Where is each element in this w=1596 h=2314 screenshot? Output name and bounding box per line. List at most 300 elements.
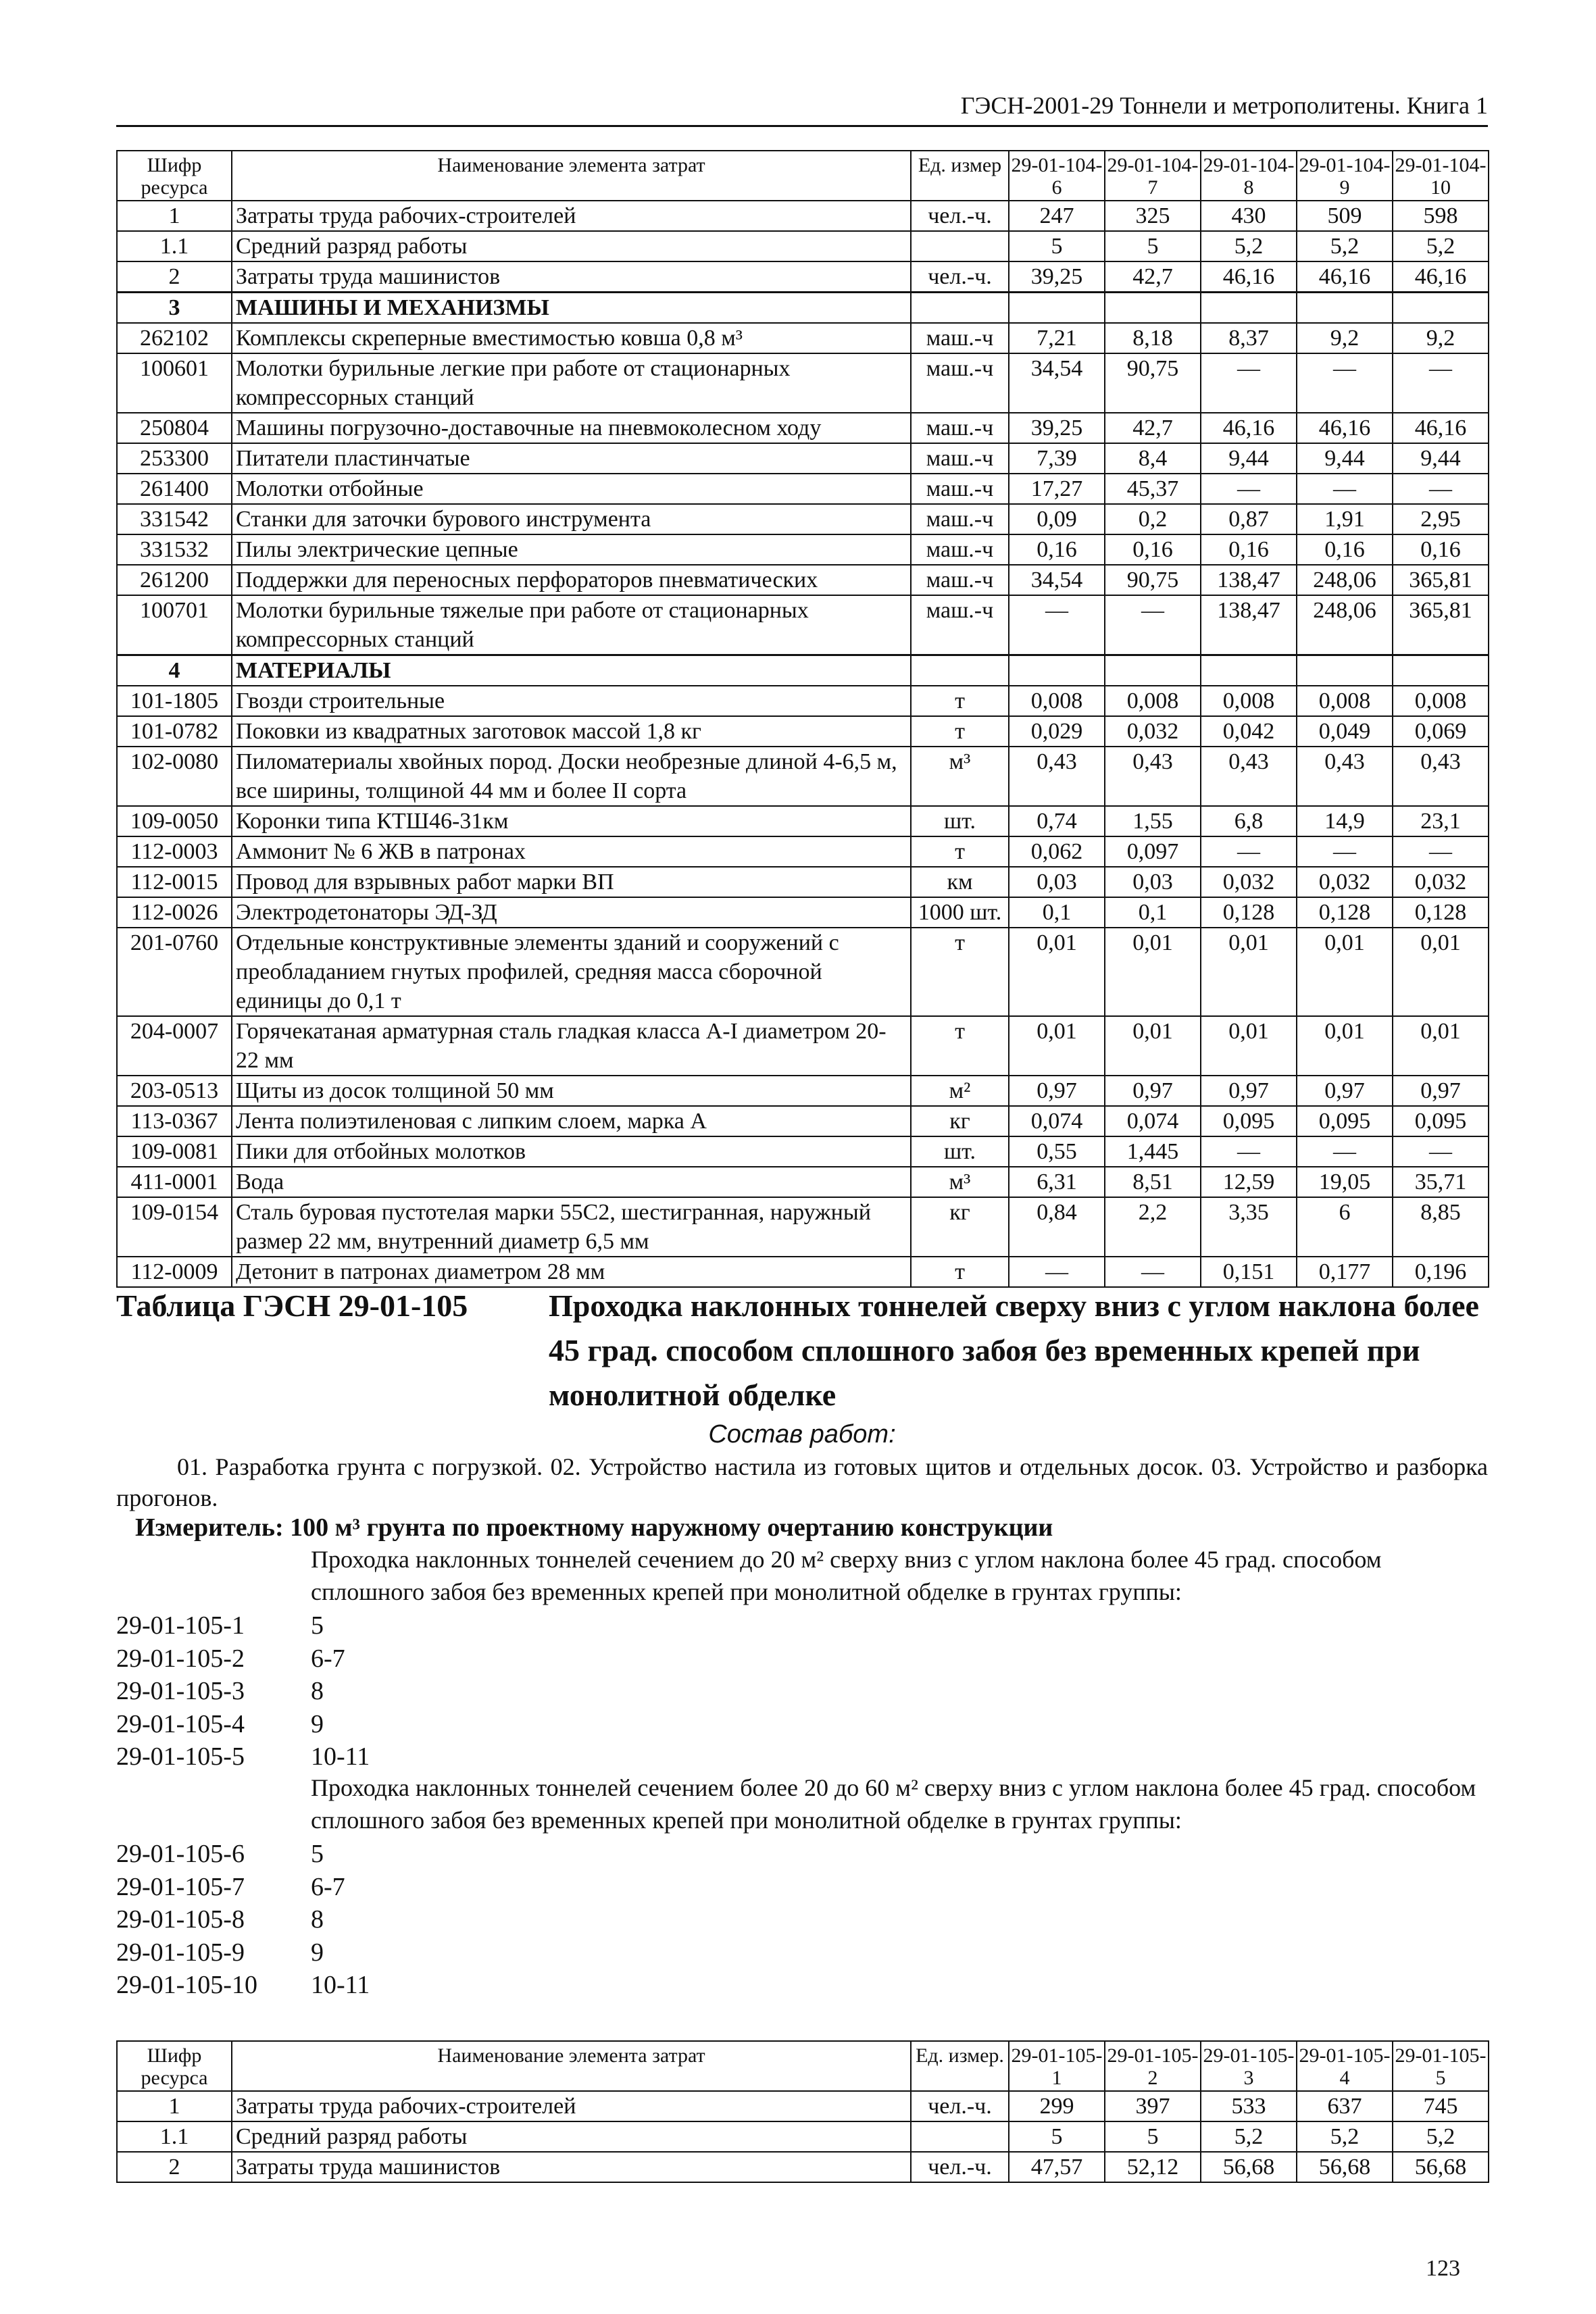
resource-code: 2	[117, 261, 232, 293]
header-unit: Ед. измер.	[911, 2041, 1009, 2091]
resource-code: 112-0015	[117, 867, 232, 897]
table-row	[117, 443, 1489, 474]
resource-value: 0,095	[1297, 1106, 1393, 1136]
resource-table-104	[116, 150, 1489, 1288]
resource-unit: т	[911, 716, 1009, 747]
resource-value: —	[1393, 1136, 1489, 1167]
resource-unit: т	[911, 1016, 1009, 1076]
resource-unit: кг	[911, 1106, 1009, 1136]
resource-value: 0,008	[1201, 686, 1297, 716]
resource-value: 0,03	[1009, 867, 1105, 897]
table-row	[117, 2091, 1489, 2121]
norm-description-1: Проходка наклонных тоннелей сечением до 20 м² сверху вниз с углом наклона более 45 град. способом сплошного забоя без временных крепей при монолитной обделке в грунтах группы:	[311, 1546, 1382, 1605]
table-row	[117, 1197, 1489, 1257]
resource-value: 0,97	[1297, 1076, 1393, 1106]
resource-value: 397	[1105, 2091, 1201, 2121]
resource-value: 0,1	[1105, 897, 1201, 928]
resource-name: Сталь буровая пустотелая марки 55С2, шестигранная, наружный размер 22 мм, внутренний диаметр 6,5 мм	[232, 1197, 911, 1257]
resource-value: 0,029	[1009, 716, 1105, 747]
resource-value: 0,01	[1297, 928, 1393, 1016]
resource-value: 2,95	[1393, 504, 1489, 534]
norm-code-row	[116, 1871, 589, 1904]
resource-code: 112-0009	[117, 1257, 232, 1287]
norm-code-row	[116, 1903, 589, 1936]
resource-value: —	[1009, 1257, 1105, 1287]
resource-value: 34,54	[1009, 353, 1105, 413]
resource-value: —	[1009, 595, 1105, 655]
resource-value: 7,39	[1009, 443, 1105, 474]
resource-value: 637	[1297, 2091, 1393, 2121]
resource-code: 203-0513	[117, 1076, 232, 1106]
soil-group: 10-11	[311, 1742, 370, 1771]
resource-unit: маш.-ч	[911, 595, 1009, 655]
table-row	[117, 836, 1489, 867]
resource-value: 46,16	[1201, 261, 1297, 293]
running-header	[116, 86, 1488, 127]
table-row	[117, 686, 1489, 716]
resource-code: 411-0001	[117, 1167, 232, 1197]
resource-value: 1,445	[1105, 1136, 1201, 1167]
resource-value: 0,074	[1105, 1106, 1201, 1136]
table-row	[117, 2121, 1489, 2152]
resource-value: 0,01	[1393, 928, 1489, 1016]
resource-value: 0,074	[1009, 1106, 1105, 1136]
resource-value: —	[1201, 1136, 1297, 1167]
resource-value	[1009, 293, 1105, 324]
table-row	[117, 1076, 1489, 1106]
resource-name: Пики для отбойных молотков	[232, 1136, 911, 1167]
resource-value: 0,008	[1105, 686, 1201, 716]
resource-value: 52,12	[1105, 2152, 1201, 2182]
resource-code: 102-0080	[117, 747, 232, 806]
header-name: Наименование элемента затрат	[232, 151, 911, 201]
resource-unit	[911, 231, 1009, 261]
resource-value: 5	[1009, 2121, 1105, 2152]
norm-code: 29-01-105-5	[116, 1742, 245, 1771]
resource-value: 5,2	[1201, 2121, 1297, 2152]
soil-group: 6-7	[311, 1872, 345, 1901]
resource-value: 5	[1105, 231, 1201, 261]
resource-value: 5,2	[1201, 231, 1297, 261]
resource-value: 509	[1297, 201, 1393, 231]
table-row	[117, 806, 1489, 836]
resource-value: 0,01	[1105, 1016, 1201, 1076]
resource-value: 430	[1201, 201, 1297, 231]
resource-unit: маш.-ч	[911, 443, 1009, 474]
resource-value: 0,069	[1393, 716, 1489, 747]
resource-value: 0,128	[1201, 897, 1297, 928]
norm-code: 29-01-105-10	[116, 1971, 257, 1999]
resource-name: МАШИНЫ И МЕХАНИЗМЫ	[232, 293, 911, 324]
resource-code: 331542	[117, 504, 232, 534]
table-row	[117, 747, 1489, 806]
resource-value	[1105, 655, 1201, 686]
resource-value: 0,97	[1201, 1076, 1297, 1106]
resource-value: 0,43	[1297, 747, 1393, 806]
resource-value	[1009, 655, 1105, 686]
resource-value: 365,81	[1393, 595, 1489, 655]
resource-name: Затраты труда машинистов	[232, 261, 911, 293]
resource-name: Гвозди строительные	[232, 686, 911, 716]
resource-name: Электродетонаторы ЭД-ЗД	[232, 897, 911, 928]
resource-value: —	[1105, 1257, 1201, 1287]
resource-value: 46,16	[1297, 261, 1393, 293]
resource-value: 138,47	[1201, 595, 1297, 655]
resource-name: Питатели пластинчатые	[232, 443, 911, 474]
table-row	[117, 2152, 1489, 2182]
resource-unit: т	[911, 1257, 1009, 1287]
norm-code-row	[116, 1740, 589, 1774]
resource-code: 2	[117, 2152, 232, 2182]
resource-name: Отдельные конструктивные элементы зданий и сооружений с преобладанием гнутых профилей, средняя масса сборочной единицы до 0,1 т	[232, 928, 911, 1016]
resource-value: 598	[1393, 201, 1489, 231]
resource-value: 0,032	[1105, 716, 1201, 747]
resource-value: 0,43	[1009, 747, 1105, 806]
resource-value: —	[1393, 353, 1489, 413]
resource-code: 262102	[117, 323, 232, 353]
resource-value: 7,21	[1009, 323, 1105, 353]
resource-value: —	[1201, 353, 1297, 413]
resource-value: 9,44	[1201, 443, 1297, 474]
resource-name: Затраты труда рабочих-строителей	[232, 201, 911, 231]
resource-value: 8,85	[1393, 1197, 1489, 1257]
resource-value: 9,2	[1297, 323, 1393, 353]
resource-value: 0,177	[1297, 1257, 1393, 1287]
resource-code: 101-0782	[117, 716, 232, 747]
resource-value: 45,37	[1105, 474, 1201, 504]
resource-value: 0,16	[1105, 534, 1201, 565]
resource-value: 19,05	[1297, 1167, 1393, 1197]
norm-code: 29-01-105-7	[116, 1872, 245, 1901]
soil-group: 5	[311, 1840, 324, 1868]
resource-value: 0,095	[1393, 1106, 1489, 1136]
table-row	[117, 534, 1489, 565]
resource-value: 90,75	[1105, 565, 1201, 595]
resource-table-105	[116, 2040, 1489, 2183]
resource-name: Лента полиэтиленовая с липким слоем, марка А	[232, 1106, 911, 1136]
header-col: 29-01-104-9	[1297, 151, 1393, 201]
resource-value	[1201, 293, 1297, 324]
resource-value: 0,16	[1297, 534, 1393, 565]
resource-value: 0,128	[1393, 897, 1489, 928]
resource-value	[1393, 293, 1489, 324]
resource-unit: чел.-ч.	[911, 201, 1009, 231]
table-row	[117, 1106, 1489, 1136]
resource-value: 8,37	[1201, 323, 1297, 353]
resource-code: 100601	[117, 353, 232, 413]
resource-unit	[911, 655, 1009, 686]
resource-value: 23,1	[1393, 806, 1489, 836]
resource-value: 0,042	[1201, 716, 1297, 747]
resource-value: 533	[1201, 2091, 1297, 2121]
resource-name: Средний разряд работы	[232, 2121, 911, 2152]
resource-name: Поддержки для переносных перфораторов пневматических	[232, 565, 911, 595]
resource-value: 0,01	[1201, 928, 1297, 1016]
meter-line: Измеритель: 100 м³ грунта по проектному наружному очертанию конструкции	[135, 1513, 1053, 1542]
resource-value: 12,59	[1201, 1167, 1297, 1197]
resource-value: —	[1201, 836, 1297, 867]
resource-value: 248,06	[1297, 565, 1393, 595]
table-row	[117, 595, 1489, 655]
resource-unit	[911, 2121, 1009, 2152]
resource-value: 8,51	[1105, 1167, 1201, 1197]
resource-value: 56,68	[1393, 2152, 1489, 2182]
resource-unit: чел.-ч.	[911, 261, 1009, 293]
resource-value: 39,25	[1009, 413, 1105, 443]
resource-unit: маш.-ч	[911, 323, 1009, 353]
resource-code: 1	[117, 201, 232, 231]
norm-code: 29-01-105-9	[116, 1938, 245, 1967]
norm-code-row	[116, 1675, 589, 1708]
resource-value: 0,43	[1105, 747, 1201, 806]
resource-value: 90,75	[1105, 353, 1201, 413]
resource-code: 109-0050	[117, 806, 232, 836]
resource-value: 0,01	[1105, 928, 1201, 1016]
resource-unit: м²	[911, 1076, 1009, 1106]
resource-value: 5	[1009, 231, 1105, 261]
table-row	[117, 716, 1489, 747]
resource-value: 42,7	[1105, 261, 1201, 293]
header-col: 29-01-105-1	[1009, 2041, 1105, 2091]
resource-code: 3	[117, 293, 232, 324]
resource-value: 5	[1105, 2121, 1201, 2152]
resource-value: —	[1105, 595, 1201, 655]
header-col: 29-01-104-7	[1105, 151, 1201, 201]
resource-value: 0,87	[1201, 504, 1297, 534]
table-row	[117, 565, 1489, 595]
soil-group: 8	[311, 1677, 324, 1705]
resource-code: 100701	[117, 595, 232, 655]
soil-group: 8	[311, 1905, 324, 1934]
norm-codes-list-2	[116, 1838, 589, 2002]
resource-value: 9,44	[1297, 443, 1393, 474]
soil-group: 9	[311, 1709, 324, 1738]
resource-value: 5,2	[1297, 231, 1393, 261]
resource-name: Детонит в патронах диаметром 28 мм	[232, 1257, 911, 1287]
resource-name: Средний разряд работы	[232, 231, 911, 261]
norm-code-row	[116, 1708, 589, 1741]
resource-name: Молотки бурильные тяжелые при работе от стационарных компрессорных станций	[232, 595, 911, 655]
soil-group: 6-7	[311, 1644, 345, 1673]
resource-value: —	[1297, 474, 1393, 504]
resource-value: 3,35	[1201, 1197, 1297, 1257]
resource-value: 0,97	[1393, 1076, 1489, 1106]
norm-code-row	[116, 1838, 589, 1871]
resource-unit: кг	[911, 1197, 1009, 1257]
resource-name: Провод для взрывных работ марки ВП	[232, 867, 911, 897]
resource-value	[1201, 655, 1297, 686]
resource-value: 8,4	[1105, 443, 1201, 474]
resource-value: 0,008	[1297, 686, 1393, 716]
resource-unit: чел.-ч.	[911, 2152, 1009, 2182]
soil-group: 10-11	[311, 1971, 370, 1999]
resource-value: 5,2	[1393, 231, 1489, 261]
resource-value: 0,128	[1297, 897, 1393, 928]
table-row	[117, 897, 1489, 928]
resource-value: 0,74	[1009, 806, 1105, 836]
resource-value: 46,16	[1393, 261, 1489, 293]
resource-value: 0,2	[1105, 504, 1201, 534]
resource-name: Поковки из квадратных заготовок массой 1,8 кг	[232, 716, 911, 747]
resource-value: 6	[1297, 1197, 1393, 1257]
table-row	[117, 231, 1489, 261]
resource-code: 204-0007	[117, 1016, 232, 1076]
resource-value: 17,27	[1009, 474, 1105, 504]
resource-unit: чел.-ч.	[911, 2091, 1009, 2121]
norm-codes-list-1	[116, 1609, 589, 1774]
resource-unit: т	[911, 928, 1009, 1016]
resource-value: —	[1393, 474, 1489, 504]
resource-value: 5,2	[1393, 2121, 1489, 2152]
resource-name: Вода	[232, 1167, 911, 1197]
table-row	[117, 1136, 1489, 1167]
header-code: Шифр ресурса	[117, 151, 232, 201]
resource-unit: маш.-ч	[911, 534, 1009, 565]
resource-value: 0,062	[1009, 836, 1105, 867]
resource-value: 0,032	[1393, 867, 1489, 897]
resource-value: 247	[1009, 201, 1105, 231]
resource-name: Затраты труда рабочих-строителей	[232, 2091, 911, 2121]
resource-name: МАТЕРИАЛЫ	[232, 655, 911, 686]
resource-name: Молотки отбойные	[232, 474, 911, 504]
norm-code: 29-01-105-4	[116, 1709, 245, 1738]
header-code: Шифр ресурса	[117, 2041, 232, 2091]
resource-value: 35,71	[1393, 1167, 1489, 1197]
soil-group: 9	[311, 1938, 324, 1967]
resource-code: 1.1	[117, 231, 232, 261]
table-row	[117, 323, 1489, 353]
table-row	[117, 928, 1489, 1016]
table-row	[117, 353, 1489, 413]
resource-value: —	[1297, 836, 1393, 867]
resource-value: —	[1297, 353, 1393, 413]
resource-code: 101-1805	[117, 686, 232, 716]
header-col: 29-01-105-3	[1201, 2041, 1297, 2091]
resource-value: 365,81	[1393, 565, 1489, 595]
resource-value: 0,03	[1105, 867, 1201, 897]
norm-code: 29-01-105-1	[116, 1611, 245, 1640]
resource-code: 113-0367	[117, 1106, 232, 1136]
table-row	[117, 201, 1489, 231]
resource-unit: маш.-ч	[911, 413, 1009, 443]
resource-name: Машины погрузочно-доставочные на пневмоколесном ходу	[232, 413, 911, 443]
resource-value: 0,55	[1009, 1136, 1105, 1167]
resource-name: Комплексы скреперные вместимостью ковша 0,8 м³	[232, 323, 911, 353]
table-row	[117, 293, 1489, 324]
resource-code: 261200	[117, 565, 232, 595]
resource-value: 1,55	[1105, 806, 1201, 836]
resource-value: 0,095	[1201, 1106, 1297, 1136]
resource-unit: т	[911, 686, 1009, 716]
resource-value: —	[1201, 474, 1297, 504]
resource-value: 46,16	[1393, 413, 1489, 443]
resource-code: 250804	[117, 413, 232, 443]
table-row	[117, 867, 1489, 897]
resource-value: 9,2	[1393, 323, 1489, 353]
table-row	[117, 1016, 1489, 1076]
resource-code: 201-0760	[117, 928, 232, 1016]
resource-value: 6,31	[1009, 1167, 1105, 1197]
resource-value: 0,01	[1201, 1016, 1297, 1076]
table-name: Проходка наклонных тоннелей сверху вниз с углом наклона более 45 град. способом сплошного забоя без временных крепей при монолитной обделке	[549, 1288, 1479, 1412]
resource-code: 109-0154	[117, 1197, 232, 1257]
resource-value: 8,18	[1105, 323, 1201, 353]
works-description: 01. Разработка грунта с погрузкой. 02. Устройство настила из готовых щитов и отдельных досок. 03. Устройство и разборка прогонов.	[116, 1453, 1488, 1511]
resource-value	[1393, 655, 1489, 686]
resource-value: 39,25	[1009, 261, 1105, 293]
header-name: Наименование элемента затрат	[232, 2041, 911, 2091]
resource-value: 6,8	[1201, 806, 1297, 836]
resource-unit: м³	[911, 1167, 1009, 1197]
resource-code: 112-0003	[117, 836, 232, 867]
resource-value: 0,97	[1105, 1076, 1201, 1106]
resource-value: 325	[1105, 201, 1201, 231]
resource-value: 0,16	[1201, 534, 1297, 565]
resource-value: 0,97	[1009, 1076, 1105, 1106]
resource-value: 0,032	[1201, 867, 1297, 897]
resource-value: 0,01	[1393, 1016, 1489, 1076]
resource-value: 0,43	[1393, 747, 1489, 806]
resource-code: 4	[117, 655, 232, 686]
resource-value	[1105, 293, 1201, 324]
resource-unit: м³	[911, 747, 1009, 806]
resource-value: —	[1297, 1136, 1393, 1167]
norm-code: 29-01-105-2	[116, 1644, 245, 1673]
resource-name: Горячекатаная арматурная сталь гладкая класса А-I диаметром 20-22 мм	[232, 1016, 911, 1076]
resource-value: 56,68	[1297, 2152, 1393, 2182]
resource-value: 42,7	[1105, 413, 1201, 443]
resource-value: 0,032	[1297, 867, 1393, 897]
resource-code: 1.1	[117, 2121, 232, 2152]
resource-value: —	[1393, 836, 1489, 867]
header-col: 29-01-105-5	[1393, 2041, 1489, 2091]
resource-value: 0,09	[1009, 504, 1105, 534]
resource-unit: км	[911, 867, 1009, 897]
resource-name: Пиломатериалы хвойных пород. Доски необрезные длиной 4-6,5 м, все ширины, толщиной 44 мм и более II сорта	[232, 747, 911, 806]
norm-description-2: Проходка наклонных тоннелей сечением более 20 до 60 м² сверху вниз с углом наклона более 45 град. способом сплошного забоя без временных крепей при монолитной обделке в грунтах группы:	[311, 1774, 1476, 1834]
resource-value: 0,097	[1105, 836, 1201, 867]
resource-value: 299	[1009, 2091, 1105, 2121]
norm-code: 29-01-105-6	[116, 1840, 245, 1868]
resource-name: Щиты из досок толщиной 50 мм	[232, 1076, 911, 1106]
resource-unit: т	[911, 836, 1009, 867]
norm-code: 29-01-105-3	[116, 1677, 245, 1705]
table-row	[117, 504, 1489, 534]
resource-unit: маш.-ч	[911, 474, 1009, 504]
composition-title: Состав работ:	[708, 1420, 896, 1449]
resource-value: 0,43	[1201, 747, 1297, 806]
resource-value: 0,01	[1009, 1016, 1105, 1076]
table-row	[117, 261, 1489, 293]
resource-unit: шт.	[911, 1136, 1009, 1167]
resource-name: Коронки типа КТШ46-31км	[232, 806, 911, 836]
resource-name: Молотки бурильные легкие при работе от стационарных компрессорных станций	[232, 353, 911, 413]
norm-code: 29-01-105-8	[116, 1905, 245, 1934]
resource-value: 46,16	[1297, 413, 1393, 443]
resource-value: 0,008	[1009, 686, 1105, 716]
resource-code: 261400	[117, 474, 232, 504]
resource-value: 47,57	[1009, 2152, 1105, 2182]
header-col: 29-01-105-2	[1105, 2041, 1201, 2091]
resource-unit: шт.	[911, 806, 1009, 836]
resource-code: 1	[117, 2091, 232, 2121]
resource-value: 0,16	[1393, 534, 1489, 565]
resource-unit: маш.-ч	[911, 353, 1009, 413]
resource-value: 1,91	[1297, 504, 1393, 534]
resource-value: 248,06	[1297, 595, 1393, 655]
resource-value: 0,01	[1009, 928, 1105, 1016]
resource-value: 745	[1393, 2091, 1489, 2121]
